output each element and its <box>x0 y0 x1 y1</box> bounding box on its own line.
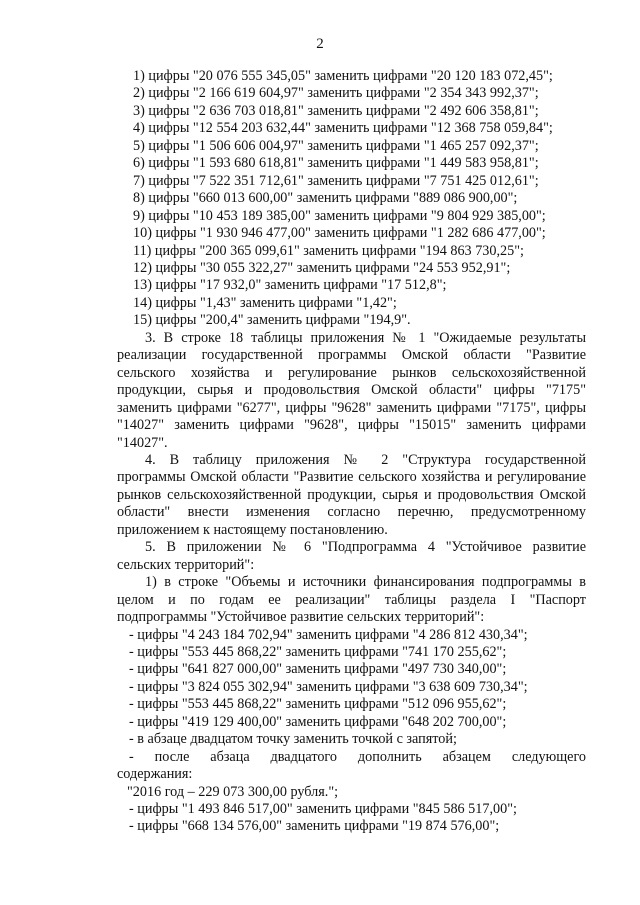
text-line: 3) цифры "2 636 703 018,81" заменить цифрами "2 492 606 358,81"; <box>133 102 539 119</box>
text-line: 5. В приложении № 6 "Подпрограмма 4 "Устойчивое развитие <box>145 539 586 556</box>
text-line: 5) цифры "1 506 606 004,97" заменить цифрами "1 465 257 092,37"; <box>133 137 539 154</box>
text-line: 9) цифры "10 453 189 385,00" заменить цифрами "9 804 929 385,00"; <box>133 207 546 224</box>
text-line: - цифры "641 827 000,00" заменить цифрами "497 730 340,00"; <box>129 661 507 678</box>
text-line: - цифры "553 445 868,22" заменить цифрами "741 170 255,62"; <box>129 643 507 660</box>
text-line: - цифры "4 243 184 702,94" заменить цифрами "4 286 812 430,34"; <box>129 626 528 643</box>
text-line: - цифры "3 824 055 302,94" заменить цифрами "3 638 609 730,34"; <box>129 678 528 695</box>
page-number: 2 <box>316 36 324 52</box>
text-line: - цифры "668 134 576,00" заменить цифрами "19 874 576,00"; <box>129 818 500 835</box>
text-line: 10) цифры "1 930 946 477,00" заменить цифрами "1 282 686 477,00"; <box>133 225 546 242</box>
text-line: 7) цифры "7 522 351 712,61" заменить цифрами "7 751 425 012,61"; <box>133 172 539 189</box>
text-line: 13) цифры "17 932,0" заменить цифрами "17 512,8"; <box>133 277 447 294</box>
text-line: заменить цифрами "6277", цифры "9628" заменить цифрами "7175", цифры <box>117 399 586 416</box>
text-line: подпрограммы "Устойчивое развитие сельских территорий": <box>117 609 485 626</box>
text-line: 15) цифры "200,4" заменить цифрами "194,9". <box>133 312 411 329</box>
text-line: приложением к настоящему постановлению. <box>117 521 388 538</box>
text-line: содержания: <box>117 766 193 783</box>
document-body <box>117 68 586 836</box>
text-line: "14027". <box>117 434 168 451</box>
text-line: 4. В таблицу приложения № 2 "Структура государственной <box>145 451 586 468</box>
text-line: - цифры "419 129 400,00" заменить цифрами "648 202 700,00"; <box>129 713 507 730</box>
text-line: 1) цифры "20 076 555 345,05" заменить цифрами "20 120 183 072,45"; <box>133 68 553 84</box>
text-line: программы Омской области "Развитие сельского хозяйства и регулирование <box>117 469 586 486</box>
text-line: области" внести изменения согласно перечню, предусмотренному <box>117 504 586 521</box>
text-line: "2016 год – 229 073 300,00 рубля."; <box>127 783 339 800</box>
text-line: целом и по годам ее реализации" таблицы раздела I "Паспорт <box>117 591 586 608</box>
text-line: - цифры "553 445 868,22" заменить цифрами "512 096 955,62"; <box>129 696 507 713</box>
text-line: 14) цифры "1,43" заменить цифрами "1,42"; <box>133 294 397 311</box>
text-line: - в абзаце двадцатом точку заменить точкой с запятой; <box>129 731 457 748</box>
text-line: "14027" заменить цифрами "9628", цифры "15015" заменить цифрами <box>117 417 586 434</box>
text-line: 3. В строке 18 таблицы приложения № 1 "Ожидаемые результаты <box>145 329 586 346</box>
text-line: 2) цифры "2 166 619 604,97" заменить цифрами "2 354 343 992,37"; <box>133 85 539 102</box>
text-line: продукции, сырья и продовольствия Омской области" цифры "7175" <box>117 382 586 399</box>
text-line: сельских территорий": <box>117 556 255 573</box>
text-line: - после абзаца двадцатого дополнить абзацем следующего <box>129 748 586 765</box>
text-line: реализации государственной программы Омской области "Развитие <box>117 347 586 364</box>
text-line: рынков сельскохозяйственной продукции, сырья и продовольствия Омской <box>117 486 586 503</box>
text-line: 1) в строке "Объемы и источники финансирования подпрограммы в <box>145 574 586 591</box>
text-line: 11) цифры "200 365 099,61" заменить цифрами "194 863 730,25"; <box>133 242 524 259</box>
text-line: 4) цифры "12 554 203 632,44" заменить цифрами "12 368 758 059,84"; <box>133 120 553 137</box>
text-line: 6) цифры "1 593 680 618,81" заменить цифрами "1 449 583 958,81"; <box>133 155 539 172</box>
text-line: сельского хозяйства и регулирование рынков сельскохозяйственной <box>117 364 586 381</box>
text-line: - цифры "1 493 846 517,00" заменить цифрами "845 586 517,00"; <box>129 801 517 818</box>
text-line: 12) цифры "30 055 322,27" заменить цифрами "24 553 952,91"; <box>133 259 511 276</box>
text-line: 8) цифры "660 013 600,00" заменить цифрами "889 086 900,00"; <box>133 190 518 207</box>
